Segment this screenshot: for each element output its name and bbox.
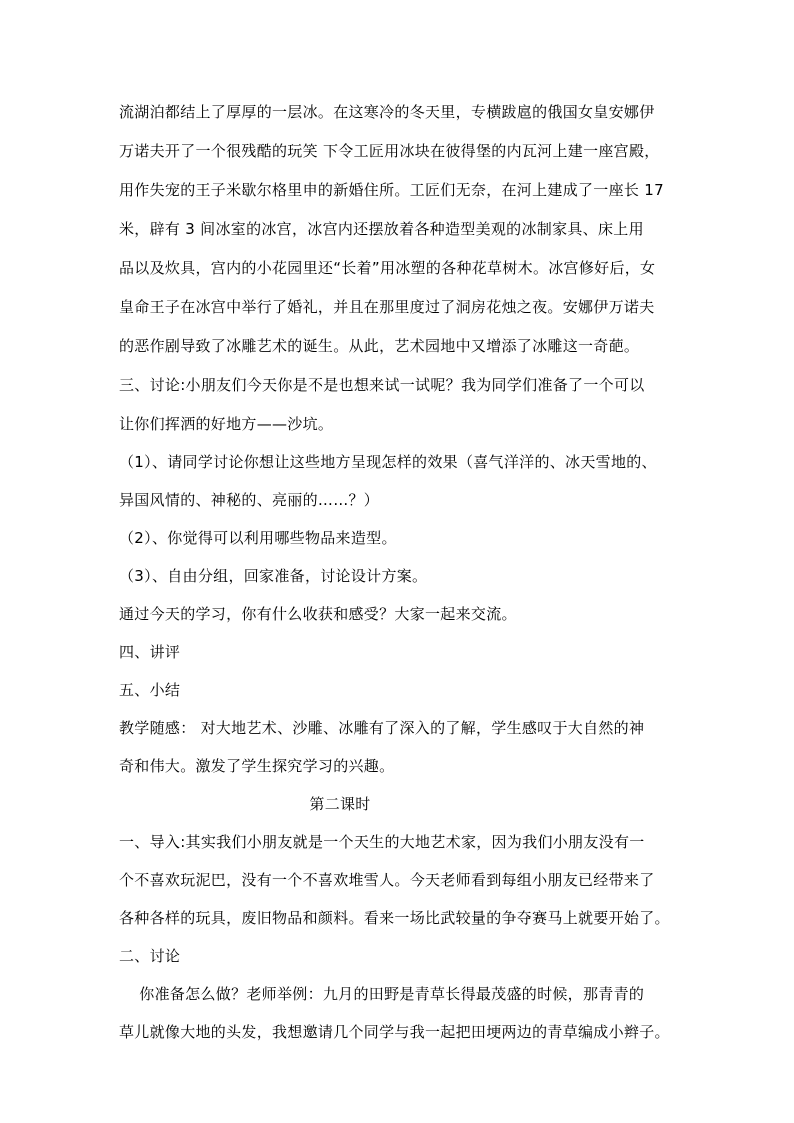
text-line: 皇命王子在冰宫中举行了婚礼，并且在那里度过了洞房花烛之夜。安娜伊万诺夫 bbox=[119, 298, 655, 316]
text-line: 草儿就像大地的头发，我想邀请几个同学与我一起把田埂两边的青草编成小辫子。 bbox=[119, 1023, 670, 1041]
list-item: （3）、自由分组，回家准备，讨论设计方案。 bbox=[119, 567, 428, 585]
text-line: 通过今天的学习，你有什么收获和感受？大家一起来交流。 bbox=[119, 605, 517, 623]
teaching-reflection: 教学随感： 对大地艺术、沙雕、冰雕有了深入的了解，学生感叹于大自然的神 bbox=[119, 719, 645, 737]
text-line: 的恶作剧导致了冰雕艺术的诞生。从此，艺术园地中又增添了冰雕这一奇葩。 bbox=[119, 337, 640, 355]
list-item: （1）、请同学讨论你想让这些地方呈现怎样的效果（喜气洋洋的、冰天雪地的、 bbox=[119, 453, 657, 471]
section-heading-discussion-2: 二、讨论 bbox=[119, 947, 181, 965]
section-heading-intro: 一、导入:其实我们小朋友就是一个天生的大地艺术家，因为我们小朋友没有一 bbox=[119, 833, 645, 851]
section-heading-summary: 五、小结 bbox=[119, 681, 181, 699]
text-line: 你准备怎么做？老师举例：九月的田野是青草长得最茂盛的时候，那青青的 bbox=[119, 985, 645, 1003]
text-line: 用作失宠的王子米歇尔格里申的新婚住所。工匠们无奈，在河上建成了一座长 17 bbox=[119, 181, 664, 199]
text-line: 米，辟有 3 间冰室的冰宫，冰宫内还摆放着各种造型美观的冰制家具、床上用 bbox=[119, 220, 644, 238]
text-line: 让你们挥洒的好地方——沙坑。 bbox=[119, 415, 334, 433]
text-line: 个不喜欢玩泥巴，没有一个不喜欢堆雪人。今天老师看到每组小朋友已经带来了 bbox=[119, 871, 655, 889]
text-line: 奇和伟大。激发了学生探究学习的兴趣。 bbox=[119, 757, 395, 775]
text-line: 流湖泊都结上了厚厚的一层冰。在这寒冷的冬天里，专横跋扈的俄国女皇安娜伊 bbox=[119, 103, 655, 121]
text-line: 异国风情的、神秘的、亮丽的……？） bbox=[119, 491, 380, 509]
text-line: 各种各样的玩具，废旧物品和颜料。看来一场比武较量的争夺赛马上就要开始了。 bbox=[119, 909, 670, 927]
list-item: （2）、你觉得可以利用哪些物品来造型。 bbox=[119, 529, 397, 547]
text-line: 品以及炊具，宫内的小花园里还“长着”用冰塑的各种花草树木。冰宫修好后，女 bbox=[119, 259, 656, 277]
section-heading-review: 四、讲评 bbox=[119, 643, 181, 661]
section-heading-discussion: 三、讨论:小朋友们今天你是不是也想来试一试呢？我为同学们准备了一个可以 bbox=[119, 376, 645, 394]
lesson-title: 第二课时 bbox=[309, 795, 371, 813]
text-line: 万诺夫开了一个很残酷的玩笑 下令工匠用冰块在彼得堡的内瓦河上建一座宫殿， bbox=[119, 142, 660, 160]
